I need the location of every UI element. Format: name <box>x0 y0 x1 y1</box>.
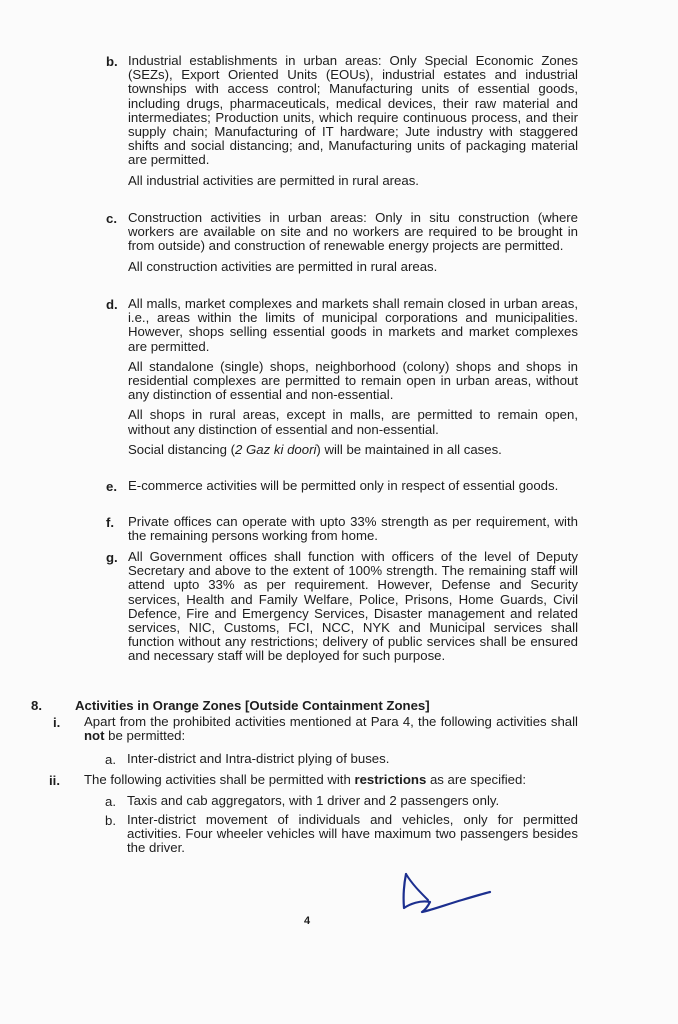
list-item-d <box>128 297 578 457</box>
roman-numeral: ii. <box>49 773 60 788</box>
item-c-rural-note: All construction activities are permitted in rural areas. <box>128 258 438 274</box>
sub-letter: a. <box>105 794 116 809</box>
item-c-text: Construction activities in urban areas: Only in situ construction (where workers are available on site and no workers are required to be brought in from outside) and construction of renewable energy projects are permitted. <box>128 210 578 254</box>
item-d-social-distancing: Social distancing (2 Gaz ki doori) will be maintained in all cases. <box>128 441 502 457</box>
social-distancing-phrase: 2 Gaz ki doori <box>235 441 317 457</box>
item-g-text: All Government offices shall function with officers of the level of Deputy Secretary and above to the extent of 100% strength. The remaining staff will attend upto 33% as per requirement. However, Defense and Security services, Health and Family Welfare, Police, Prisons, Home Guards, Civil Defence, Fire and Emergency Services, Disaster management and related services, NIC, Customs, FCI, NCC, NYK and Municipal services shall function without any restrictions; delivery of public services shall be ensured and necessary staff will be deployed for such purpose. <box>128 549 578 664</box>
emphasis-not: not <box>84 728 105 744</box>
emphasis-restrictions: restrictions <box>354 772 427 787</box>
sub-letter: a. <box>105 752 116 767</box>
item-d-standalone-shops: All standalone (single) shops, neighborhood (colony) shops and shops in residential complexes are permitted to remain open in urban areas, without any distinction of essential and non-essential. <box>128 358 578 403</box>
item-letter: f. <box>106 515 115 530</box>
item-letter: c. <box>106 211 117 226</box>
section8-i-a-text: Inter-district and Intra-district plying of buses. <box>127 751 390 766</box>
list-item-e <box>128 479 578 493</box>
item-b-text: Industrial establishments in urban areas: Only Special Economic Zones (SEZs), Export Oriented Units (EOUs), industrial estates and industrial townships with access control; Manufacturing units of essential goods, including drugs, pharmaceuticals, medical devices, their raw material and intermediates; Production units, which require continuous process, and their supply chain; Manufacturing of IT hardware; Jute industry with staggered shifts and social distancing; and, Manufacturing units of packaging material are permitted. <box>128 53 578 168</box>
roman-numeral: i. <box>53 715 61 730</box>
list-item-c <box>128 211 578 274</box>
item-d-rural-shops: All shops in rural areas, except in malls, are permitted to remain open, without any distinction of essential and non-essential. <box>128 407 578 437</box>
section8-ii-a-text: Taxis and cab aggregators, with 1 driver and 2 passengers only. <box>127 793 500 808</box>
item-b-rural-note: All industrial activities are permitted in rural areas. <box>128 172 419 188</box>
page-number: 4 <box>304 915 311 927</box>
item-letter: b. <box>106 54 118 69</box>
item-letter: e. <box>106 479 117 494</box>
section8-ii-b <box>127 813 578 856</box>
item-e-text: E-commerce activities will be permitted only in respect of essential goods. <box>128 478 559 493</box>
item-letter: d. <box>106 297 118 312</box>
item-d-text: All malls, market complexes and markets shall remain closed in urban areas, i.e., areas within the limits of municipal corporations and municipalities. However, shops selling essential goods in markets and market complexes are permitted. <box>128 296 578 354</box>
item-f-text: Private offices can operate with upto 33% strength as per requirement, with the remaining persons working from home. <box>128 514 578 544</box>
handwritten-signature <box>398 870 494 918</box>
list-item-f <box>128 515 578 543</box>
section-title: Activities in Orange Zones [Outside Containment Zones] <box>75 698 430 713</box>
section8-ii-text: The following activities shall be permitted with restrictions as are specified: <box>84 772 526 787</box>
list-item-b <box>128 54 578 188</box>
section8-i-text: Apart from the prohibited activities mentioned at Para 4, the following activities shall not be permitted: <box>84 714 578 744</box>
item-letter: g. <box>106 550 118 565</box>
section-number: 8. <box>31 698 42 713</box>
section8-ii-b-text: Inter-district movement of individuals and vehicles, only for permitted activities. Four wheeler vehicles will have maximum two passengers besides the driver. <box>127 812 578 856</box>
sub-letter: b. <box>105 813 116 828</box>
list-item-g <box>128 550 578 664</box>
